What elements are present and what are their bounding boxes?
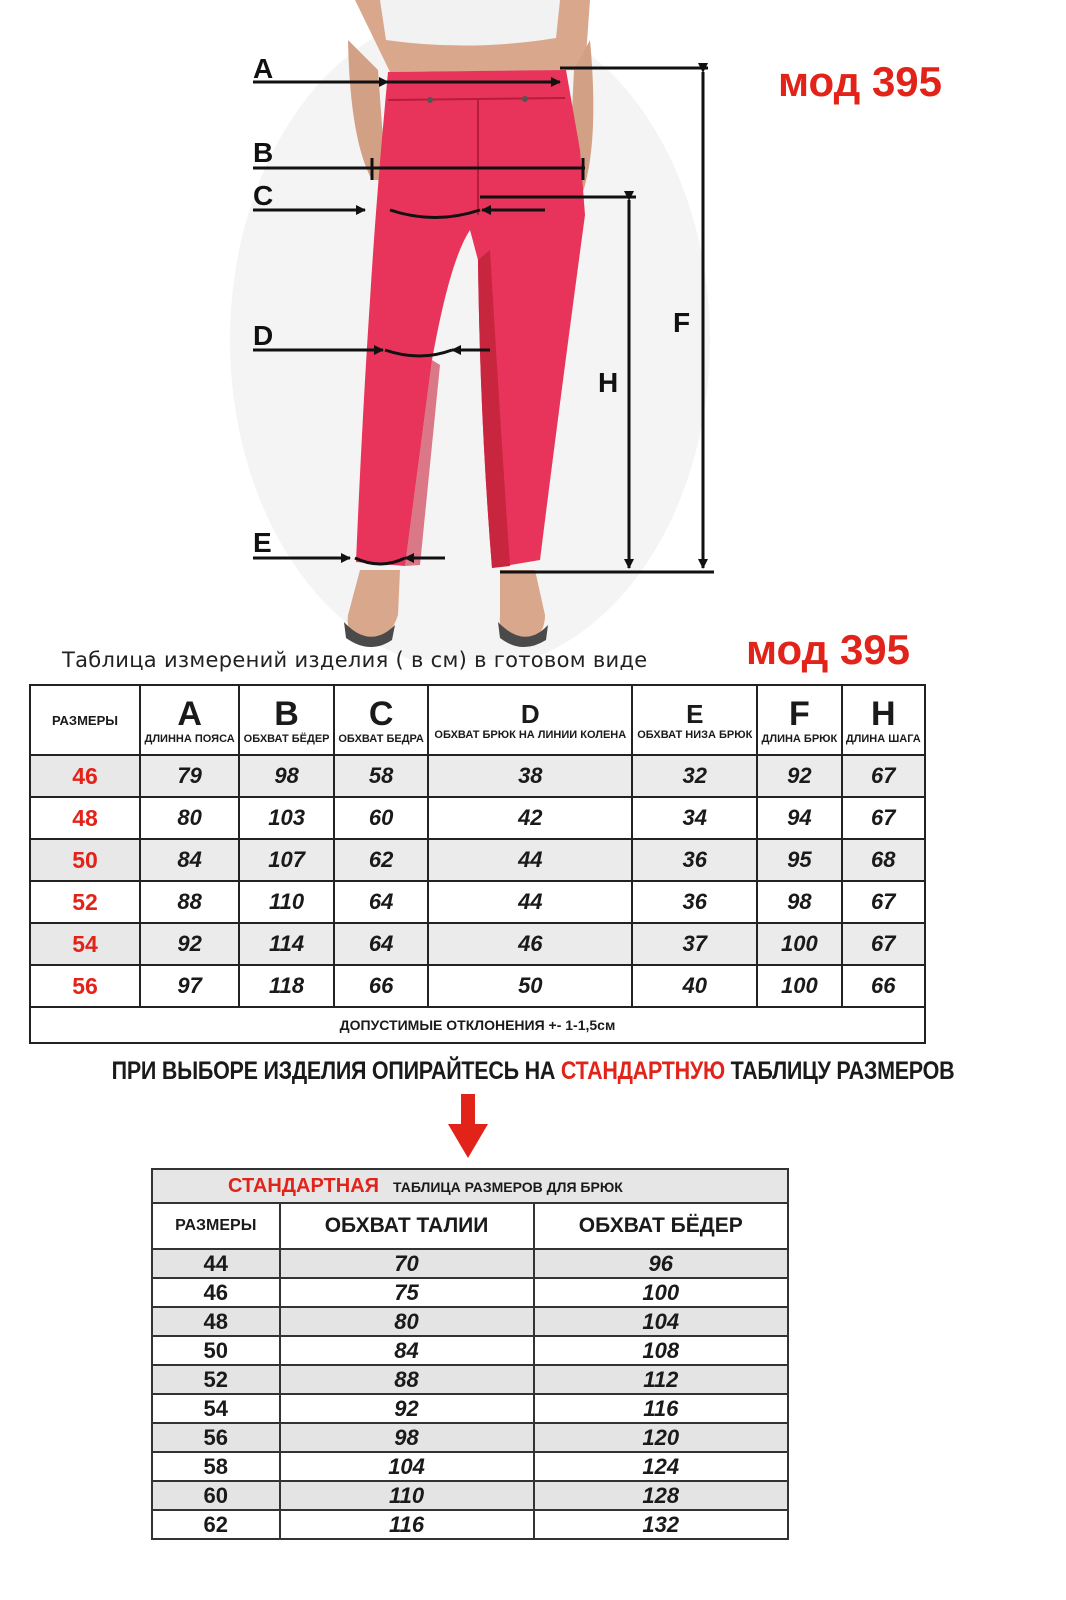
value-cell: 95 <box>757 839 841 881</box>
value-cell: 36 <box>632 881 757 923</box>
std-size-cell: 58 <box>152 1452 280 1481</box>
value-cell: 38 <box>428 755 632 797</box>
size-cell: 46 <box>30 755 140 797</box>
table-row <box>30 965 925 1007</box>
table-row <box>152 1452 788 1481</box>
std-hips-cell: 132 <box>534 1510 788 1539</box>
value-cell: 97 <box>140 965 239 1007</box>
std-size-cell: 46 <box>152 1278 280 1307</box>
value-cell: 44 <box>428 839 632 881</box>
table-row <box>152 1278 788 1307</box>
value-cell: 42 <box>428 797 632 839</box>
table-row <box>152 1365 788 1394</box>
std-size-cell: 60 <box>152 1481 280 1510</box>
standard-size-table <box>151 1168 789 1540</box>
value-cell: 67 <box>842 755 925 797</box>
col-header-e: E ОБХВАТ НИЗА БРЮК <box>632 685 757 755</box>
advice-text: ПРИ ВЫБОРЕ ИЗДЕЛИЯ ОПИРАЙТЕСЬ НА СТАНДАРТНУЮ ТАБЛИЦУ РАЗМЕРОВ <box>111 1057 955 1085</box>
std-hips-cell: 112 <box>534 1365 788 1394</box>
table-row <box>152 1510 788 1539</box>
value-cell: 92 <box>757 755 841 797</box>
table-row <box>152 1481 788 1510</box>
sizes-header: РАЗМЕРЫ <box>30 685 140 755</box>
value-cell: 79 <box>140 755 239 797</box>
size-cell: 56 <box>30 965 140 1007</box>
value-cell: 114 <box>239 923 334 965</box>
std-size-cell: 52 <box>152 1365 280 1394</box>
measure-table-caption: Таблица измерений изделия ( в см) в готовом виде <box>62 648 648 672</box>
std-hips-cell: 100 <box>534 1278 788 1307</box>
value-cell: 103 <box>239 797 334 839</box>
value-cell: 84 <box>140 839 239 881</box>
size-cell: 50 <box>30 839 140 881</box>
table-row <box>152 1336 788 1365</box>
value-cell: 58 <box>334 755 428 797</box>
value-cell: 34 <box>632 797 757 839</box>
value-cell: 66 <box>842 965 925 1007</box>
value-cell: 37 <box>632 923 757 965</box>
table-row <box>152 1394 788 1423</box>
col-header-b: B ОБХВАТ БЁДЕР <box>239 685 334 755</box>
table-row <box>152 1307 788 1336</box>
measurement-table <box>29 684 926 1044</box>
table-row <box>30 755 925 797</box>
value-cell: 100 <box>757 923 841 965</box>
value-cell: 64 <box>334 923 428 965</box>
col-header-h: H ДЛИНА ШАГА <box>842 685 925 755</box>
down-arrow-icon <box>448 1094 488 1160</box>
col-header-a: A ДЛИННА ПОЯСА <box>140 685 239 755</box>
value-cell: 32 <box>632 755 757 797</box>
std-waist-cell: 88 <box>280 1365 534 1394</box>
std-header-waist: ОБХВАТ ТАЛИИ <box>280 1203 534 1249</box>
size-cell: 52 <box>30 881 140 923</box>
value-cell: 80 <box>140 797 239 839</box>
col-header-c: C ОБХВАТ БЕДРА <box>334 685 428 755</box>
std-size-cell: 62 <box>152 1510 280 1539</box>
std-header-sizes: РАЗМЕРЫ <box>152 1203 280 1249</box>
std-hips-cell: 120 <box>534 1423 788 1452</box>
std-size-cell: 54 <box>152 1394 280 1423</box>
std-size-cell: 44 <box>152 1249 280 1278</box>
std-waist-cell: 84 <box>280 1336 534 1365</box>
value-cell: 94 <box>757 797 841 839</box>
std-size-cell: 48 <box>152 1307 280 1336</box>
label-d: D <box>253 320 274 351</box>
model-tag-top: мод 395 <box>778 58 943 105</box>
value-cell: 44 <box>428 881 632 923</box>
value-cell: 67 <box>842 923 925 965</box>
std-waist-cell: 104 <box>280 1452 534 1481</box>
std-size-cell: 56 <box>152 1423 280 1452</box>
table-row <box>152 1249 788 1278</box>
std-waist-cell: 70 <box>280 1249 534 1278</box>
label-b: B <box>253 137 274 168</box>
model-tag-caption: мод 395 <box>746 626 911 673</box>
value-cell: 110 <box>239 881 334 923</box>
label-e: E <box>253 527 272 558</box>
table-row <box>30 923 925 965</box>
std-hips-cell: 96 <box>534 1249 788 1278</box>
value-cell: 67 <box>842 797 925 839</box>
std-size-cell: 50 <box>152 1336 280 1365</box>
value-cell: 60 <box>334 797 428 839</box>
label-a: A <box>253 53 274 84</box>
std-hips-cell: 124 <box>534 1452 788 1481</box>
value-cell: 98 <box>239 755 334 797</box>
value-cell: 107 <box>239 839 334 881</box>
tolerance-note: ДОПУСТИМЫЕ ОТКЛОНЕНИЯ +- 1-1,5см <box>30 1007 925 1043</box>
std-hips-cell: 108 <box>534 1336 788 1365</box>
value-cell: 46 <box>428 923 632 965</box>
table-row <box>30 839 925 881</box>
std-waist-cell: 116 <box>280 1510 534 1539</box>
value-cell: 118 <box>239 965 334 1007</box>
std-waist-cell: 110 <box>280 1481 534 1510</box>
value-cell: 50 <box>428 965 632 1007</box>
value-cell: 36 <box>632 839 757 881</box>
value-cell: 68 <box>842 839 925 881</box>
value-cell: 66 <box>334 965 428 1007</box>
table-row <box>152 1423 788 1452</box>
value-cell: 62 <box>334 839 428 881</box>
measurement-table-header <box>30 685 925 755</box>
label-c: C <box>253 180 274 211</box>
advice-highlight: СТАНДАРТНУЮ <box>560 1057 725 1085</box>
std-hips-cell: 116 <box>534 1394 788 1423</box>
std-waist-cell: 80 <box>280 1307 534 1336</box>
col-header-f: F ДЛИНА БРЮК <box>757 685 841 755</box>
label-h: H <box>598 367 619 398</box>
value-cell: 92 <box>140 923 239 965</box>
size-cell: 54 <box>30 923 140 965</box>
value-cell: 100 <box>757 965 841 1007</box>
value-cell: 64 <box>334 881 428 923</box>
table-row <box>30 881 925 923</box>
value-cell: 67 <box>842 881 925 923</box>
value-cell: 88 <box>140 881 239 923</box>
std-hips-cell: 128 <box>534 1481 788 1510</box>
std-waist-cell: 92 <box>280 1394 534 1423</box>
std-waist-cell: 98 <box>280 1423 534 1452</box>
standard-table-title: СТАНДАРТНАЯ ТАБЛИЦА РАЗМЕРОВ ДЛЯ БРЮК <box>152 1169 788 1203</box>
value-cell: 40 <box>632 965 757 1007</box>
col-header-d: D ОБХВАТ БРЮК НА ЛИНИИ КОЛЕНА <box>428 685 632 755</box>
table-row <box>30 797 925 839</box>
size-cell: 48 <box>30 797 140 839</box>
label-f: F <box>673 307 691 338</box>
std-header-hips: ОБХВАТ БЁДЕР <box>534 1203 788 1249</box>
std-hips-cell: 104 <box>534 1307 788 1336</box>
value-cell: 98 <box>757 881 841 923</box>
std-waist-cell: 75 <box>280 1278 534 1307</box>
